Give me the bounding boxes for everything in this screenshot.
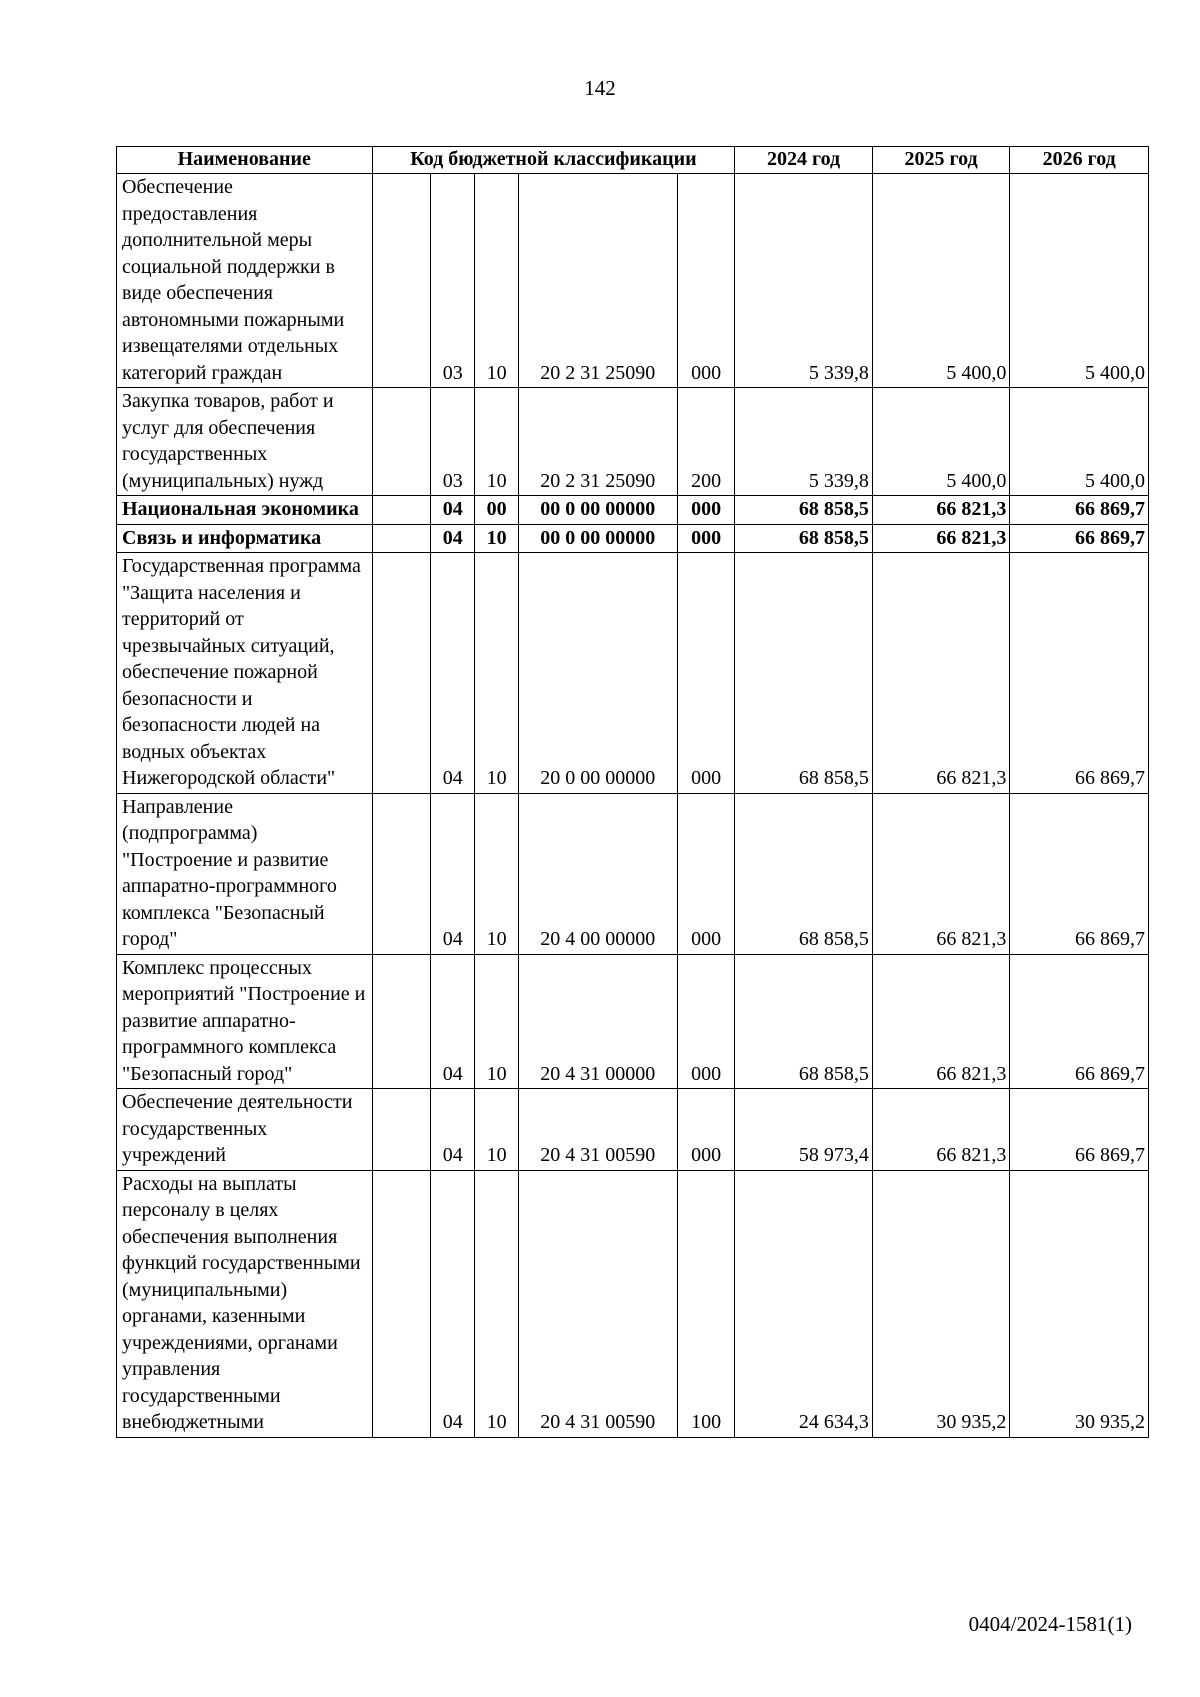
expense-type-code: 000 bbox=[677, 793, 734, 954]
value-2025: 66 821,3 bbox=[872, 793, 1010, 954]
value-2025: 66 821,3 bbox=[872, 954, 1010, 1089]
code-cell bbox=[372, 1089, 430, 1171]
value-2025: 5 400,0 bbox=[872, 388, 1010, 496]
row-name: Связь и информатика bbox=[117, 524, 373, 553]
table-row bbox=[117, 524, 1149, 553]
table-row bbox=[117, 174, 1149, 388]
value-2024: 68 858,5 bbox=[735, 524, 873, 553]
table-row bbox=[117, 496, 1149, 525]
value-2026: 66 869,7 bbox=[1010, 1089, 1149, 1171]
value-2025: 30 935,2 bbox=[872, 1170, 1010, 1437]
value-2026: 5 400,0 bbox=[1010, 388, 1149, 496]
section-code: 03 bbox=[431, 388, 475, 496]
value-2024: 68 858,5 bbox=[735, 954, 873, 1089]
row-name: Государственная программа "Защита населения и территорий от чрезвычайных ситуаций, обеспечение пожарной безопасности и безопасности людей на водных объектах Нижегородской области" bbox=[117, 553, 373, 794]
header-2025: 2025 год bbox=[872, 147, 1010, 174]
section-code: 04 bbox=[431, 496, 475, 525]
code-cell bbox=[372, 388, 430, 496]
row-name: Национальная экономика bbox=[117, 496, 373, 525]
value-2024: 24 634,3 bbox=[735, 1170, 873, 1437]
document-id: 0404/2024-1581(1) bbox=[968, 1612, 1132, 1636]
subsection-code: 10 bbox=[475, 1089, 518, 1171]
row-name: Комплекс процессных мероприятий "Построение и развитие аппаратно-программного комплекса "Безопасный город" bbox=[117, 954, 373, 1089]
target-article-code: 00 0 00 00000 bbox=[518, 524, 677, 553]
target-article-code: 20 2 31 25090 bbox=[518, 388, 677, 496]
table-row bbox=[117, 1089, 1149, 1171]
value-2026: 66 869,7 bbox=[1010, 553, 1149, 794]
value-2026: 30 935,2 bbox=[1010, 1170, 1149, 1437]
code-cell bbox=[372, 1170, 430, 1437]
section-code: 03 bbox=[431, 174, 475, 388]
expense-type-code: 100 bbox=[677, 1170, 734, 1437]
target-article-code: 00 0 00 00000 bbox=[518, 496, 677, 525]
table-row bbox=[117, 793, 1149, 954]
subsection-code: 10 bbox=[475, 553, 518, 794]
header-2026: 2026 год bbox=[1010, 147, 1149, 174]
value-2025: 66 821,3 bbox=[872, 524, 1010, 553]
code-cell bbox=[372, 524, 430, 553]
subsection-code: 10 bbox=[475, 954, 518, 1089]
header-row bbox=[117, 147, 1149, 174]
row-name: Направление (подпрограмма) "Построение и развитие аппаратно-программного комплекса "Безопасный город" bbox=[117, 793, 373, 954]
table-row bbox=[117, 553, 1149, 794]
expense-type-code: 200 bbox=[677, 388, 734, 496]
page-number: 142 bbox=[584, 76, 616, 100]
expense-type-code: 000 bbox=[677, 496, 734, 525]
table-row bbox=[117, 954, 1149, 1089]
section-code: 04 bbox=[431, 1089, 475, 1171]
value-2024: 68 858,5 bbox=[735, 793, 873, 954]
table-row bbox=[117, 1170, 1149, 1437]
target-article-code: 20 2 31 25090 bbox=[518, 174, 677, 388]
subsection-code: 10 bbox=[475, 388, 518, 496]
code-cell bbox=[372, 553, 430, 794]
value-2025: 66 821,3 bbox=[872, 1089, 1010, 1171]
expense-type-code: 000 bbox=[677, 553, 734, 794]
expense-type-code: 000 bbox=[677, 954, 734, 1089]
value-2024: 5 339,8 bbox=[735, 388, 873, 496]
expense-type-code: 000 bbox=[677, 174, 734, 388]
row-name: Расходы на выплаты персоналу в целях обеспечения выполнения функций государственными (муниципальными) органами, казенными учреждениями, органами управления государственными внебюджетными bbox=[117, 1170, 373, 1437]
section-code: 04 bbox=[431, 954, 475, 1089]
row-name: Обеспечение деятельности государственных учреждений bbox=[117, 1089, 373, 1171]
section-code: 04 bbox=[431, 793, 475, 954]
subsection-code: 10 bbox=[475, 174, 518, 388]
target-article-code: 20 4 00 00000 bbox=[518, 793, 677, 954]
target-article-code: 20 0 00 00000 bbox=[518, 553, 677, 794]
expense-type-code: 000 bbox=[677, 1089, 734, 1171]
code-cell bbox=[372, 954, 430, 1089]
header-2024: 2024 год bbox=[735, 147, 873, 174]
value-2024: 68 858,5 bbox=[735, 553, 873, 794]
value-2024: 5 339,8 bbox=[735, 174, 873, 388]
value-2024: 58 973,4 bbox=[735, 1089, 873, 1171]
code-cell bbox=[372, 793, 430, 954]
budget-table bbox=[116, 146, 1149, 1438]
value-2026: 5 400,0 bbox=[1010, 174, 1149, 388]
value-2026: 66 869,7 bbox=[1010, 524, 1149, 553]
subsection-code: 00 bbox=[475, 496, 518, 525]
code-cell bbox=[372, 496, 430, 525]
header-name: Наименование bbox=[117, 147, 373, 174]
code-cell bbox=[372, 174, 430, 388]
value-2025: 66 821,3 bbox=[872, 496, 1010, 525]
value-2024: 68 858,5 bbox=[735, 496, 873, 525]
value-2025: 66 821,3 bbox=[872, 553, 1010, 794]
value-2026: 66 869,7 bbox=[1010, 954, 1149, 1089]
header-code: Код бюджетной классификации bbox=[372, 147, 735, 174]
section-code: 04 bbox=[431, 553, 475, 794]
row-name: Закупка товаров, работ и услуг для обеспечения государственных (муниципальных) нужд bbox=[117, 388, 373, 496]
section-code: 04 bbox=[431, 1170, 475, 1437]
subsection-code: 10 bbox=[475, 524, 518, 553]
expense-type-code: 000 bbox=[677, 524, 734, 553]
value-2026: 66 869,7 bbox=[1010, 793, 1149, 954]
subsection-code: 10 bbox=[475, 1170, 518, 1437]
target-article-code: 20 4 31 00590 bbox=[518, 1170, 677, 1437]
value-2025: 5 400,0 bbox=[872, 174, 1010, 388]
table-row bbox=[117, 388, 1149, 496]
section-code: 04 bbox=[431, 524, 475, 553]
row-name: Обеспечение предоставления дополнительной меры социальной поддержки в виде обеспечения автономными пожарными извещателями отдельных категорий граждан bbox=[117, 174, 373, 388]
subsection-code: 10 bbox=[475, 793, 518, 954]
value-2026: 66 869,7 bbox=[1010, 496, 1149, 525]
target-article-code: 20 4 31 00590 bbox=[518, 1089, 677, 1171]
target-article-code: 20 4 31 00000 bbox=[518, 954, 677, 1089]
